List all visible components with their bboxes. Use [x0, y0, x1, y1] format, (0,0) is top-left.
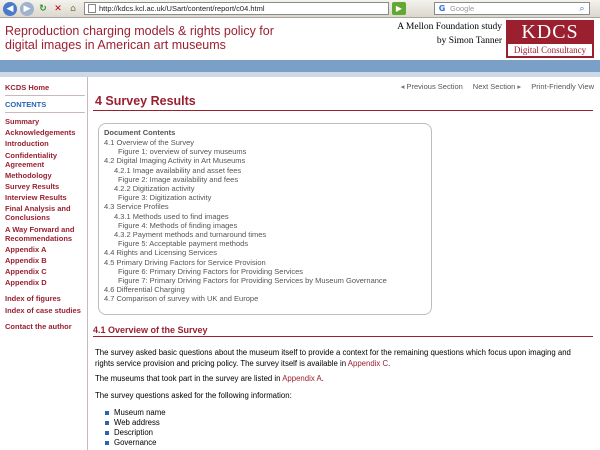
bullet-icon — [105, 411, 109, 415]
section-divider — [93, 336, 593, 337]
list-item — [105, 408, 166, 418]
site-header — [0, 18, 600, 60]
appendix-c-link[interactable]: Appendix C — [347, 358, 389, 368]
toc-link[interactable]: 4.2.2 Digitization activity — [114, 184, 195, 194]
header-band — [0, 60, 600, 72]
toc-link[interactable]: 4.7 Comparison of survey with UK and Europe — [104, 294, 259, 304]
sidebar-menu — [5, 117, 87, 287]
sidebar-contents-link[interactable]: CONTENTS — [5, 100, 47, 109]
right-arrow-icon: ▸ — [515, 82, 522, 91]
question-list — [105, 408, 166, 448]
toc-link[interactable]: 4.3.1 Methods used to find images — [114, 211, 229, 221]
toc-link[interactable]: Figure 2: Image availability and fees — [118, 174, 239, 184]
left-arrow-icon: ◂ — [400, 82, 407, 91]
google-icon[interactable]: G — [438, 3, 446, 13]
sidebar-item[interactable]: Appendix A — [5, 244, 47, 254]
toc-link[interactable]: 4.1 Overview of the Survey — [104, 138, 195, 147]
bullet-icon — [105, 431, 109, 435]
toc-link[interactable]: 4.3 Service Profiles — [104, 202, 169, 212]
bullet-icon — [105, 441, 109, 445]
toc-link[interactable]: 4.3.2 Payment methods and turnaround times — [114, 230, 267, 240]
go-button[interactable]: ▶ — [392, 2, 406, 15]
list-item-text: Web address — [114, 418, 160, 427]
bullet-icon — [105, 421, 109, 425]
sidebar-home-link[interactable]: KCDS Home — [5, 83, 50, 92]
kdcs-logo[interactable] — [506, 20, 594, 58]
sidebar-item[interactable]: Appendix D — [5, 278, 47, 288]
sidebar-item[interactable]: Methodology — [5, 170, 52, 180]
sidebar-item[interactable]: Final Analysis and Conclusions — [5, 204, 71, 223]
previous-section-link[interactable] — [401, 82, 463, 91]
paragraph-questions: The survey questions asked for the following information: — [95, 391, 292, 400]
sidebar-item[interactable]: Appendix C — [5, 267, 47, 277]
sidebar-divider — [5, 95, 85, 96]
paragraph-museums: The museums that took part in the survey are listed in Appendix A. — [95, 374, 324, 383]
list-item-text: Museum name — [114, 408, 166, 417]
toc-link[interactable]: Figure 3: Digitization activity — [118, 193, 212, 203]
sidebar-item[interactable]: Interview Results — [5, 193, 67, 203]
contents-title: Document Contents — [104, 128, 176, 137]
sidebar-item[interactable]: Confidentiality Agreement — [5, 150, 58, 169]
search-icon[interactable]: ⌕ — [579, 3, 585, 14]
address-bar[interactable] — [84, 2, 389, 15]
paragraph-intro: The survey asked basic questions about the museum itself to provide a context for the remaining questions which focus upon imaging and rights service provision and pricing policy. The survey itself is available in Appendix C. — [95, 348, 571, 368]
title-divider — [93, 110, 593, 111]
reload-icon[interactable]: ↻ — [39, 3, 47, 14]
next-section-link[interactable] — [473, 82, 521, 91]
stop-icon[interactable]: ✕ — [54, 3, 62, 14]
sidebar — [0, 77, 88, 450]
main-content — [93, 77, 600, 450]
section-nav — [401, 82, 594, 91]
site-title-line1: Reproduction charging models & rights policy for — [5, 24, 274, 38]
list-item-text: Description — [114, 428, 153, 437]
home-icon[interactable]: ⌂ — [70, 3, 76, 14]
toc-link[interactable]: 4.2.1 Image availability and asset fees — [114, 165, 242, 175]
toc-link[interactable]: 4.6 Differential Charging — [104, 285, 185, 295]
study-line1: A Mellon Foundation study — [397, 22, 502, 32]
list-item — [105, 418, 166, 428]
logo-sub-text: Digital Consultancy — [508, 44, 592, 56]
toc-link[interactable]: 4.2 Digital Imaging Activity in Art Museums — [104, 156, 246, 166]
sidebar-index-item[interactable]: Index of figures — [5, 294, 61, 304]
print-label[interactable]: Print-Friendly View — [531, 82, 594, 91]
search-field[interactable] — [434, 2, 590, 15]
next-label[interactable]: Next Section — [472, 82, 516, 91]
sidebar-item[interactable]: Acknowledgements — [5, 128, 76, 138]
study-credit — [360, 20, 502, 48]
toc-list — [104, 138, 426, 304]
logo-main-text: KDCS — [521, 21, 579, 43]
toc-link[interactable]: Figure 7: Primary Driving Factors for Providing Services by Museum Governance — [118, 276, 387, 286]
sidebar-item[interactable]: Summary — [5, 117, 40, 126]
document-contents-box — [98, 123, 432, 315]
back-button[interactable]: ◀ — [3, 2, 17, 16]
search-placeholder[interactable]: Google — [450, 4, 475, 13]
sidebar-contact-link[interactable]: Contact the author — [5, 321, 72, 331]
toc-link[interactable]: Figure 5: Acceptable payment methods — [118, 239, 249, 249]
toc-link[interactable]: Figure 6: Primary Driving Factors for Providing Services — [118, 266, 304, 276]
list-item — [105, 438, 166, 448]
toc-link[interactable]: Figure 1: overview of survey museums — [118, 147, 247, 157]
page-icon — [88, 4, 96, 13]
list-item — [105, 428, 166, 438]
sidebar-index-menu — [5, 294, 87, 314]
prev-label[interactable]: Previous Section — [406, 82, 463, 91]
section-heading: 4.1 Overview of the Survey — [93, 325, 208, 335]
sidebar-item[interactable]: Introduction — [5, 139, 49, 149]
sidebar-index-item[interactable]: Index of case studies — [5, 305, 81, 315]
sidebar-divider — [5, 112, 85, 113]
list-item-text: Governance — [114, 438, 157, 447]
page-title: 4 Survey Results — [95, 94, 196, 108]
toc-link[interactable]: 4.4 Rights and Licensing Services — [104, 248, 217, 258]
sidebar-item[interactable]: Appendix B — [5, 255, 47, 265]
print-friendly-link[interactable] — [531, 82, 594, 91]
sidebar-item[interactable]: A Way Forward and Recommendations — [5, 224, 75, 243]
toc-link[interactable]: 4.5 Primary Driving Factors for Service Provision — [104, 257, 266, 267]
site-title-line2: digital images in American art museums — [5, 38, 226, 52]
url-text[interactable]: http://kdcs.kcl.ac.uk/USart/content/report/c04.html — [99, 4, 265, 13]
forward-button[interactable]: ▶ — [20, 2, 34, 16]
appendix-a-link[interactable]: Appendix A — [282, 374, 322, 383]
study-line2: by Simon Tanner — [436, 36, 502, 46]
sidebar-item[interactable]: Survey Results — [5, 181, 60, 191]
toc-link[interactable]: Figure 4: Methods of finding images — [118, 220, 238, 230]
site-title — [5, 24, 305, 52]
